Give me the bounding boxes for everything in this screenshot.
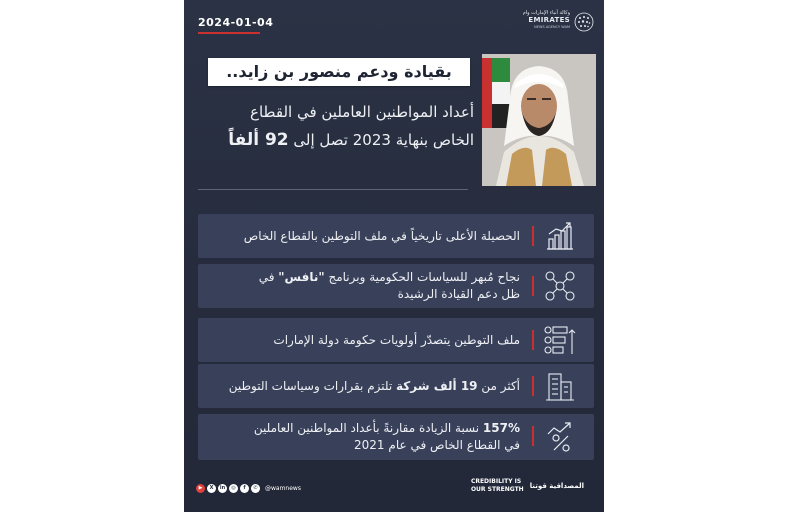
item-text: الحصيلة الأعلى تاريخياً في ملف التوطين بالقطاع الخاص <box>243 228 520 243</box>
wam-logo <box>522 8 594 38</box>
item-separator <box>532 226 534 246</box>
ranked-list-icon <box>544 324 576 356</box>
social-links <box>196 482 301 494</box>
headline-line-2: الخاص بنهاية 2023 تصل إلى 92 ألفاً <box>228 130 474 150</box>
item-separator <box>532 376 534 396</box>
headline-text <box>198 98 474 154</box>
logo-sub: NEWS AGENCY WAM <box>534 25 570 29</box>
item-separator <box>532 330 534 350</box>
headline-banner: بقيادة ودعم منصور بن زايد.. <box>208 58 470 86</box>
slogan-arabic: المصداقية قوتنا <box>529 482 584 490</box>
list-item: 157% نسبة الزيادة مقارنةً بأعداد المواطنين العاملين في القطاع الخاص في عام 2021 <box>198 414 594 460</box>
date-underline <box>198 32 260 34</box>
people-network-icon <box>544 270 576 302</box>
list-item: أكثر من 19 ألف شركة تلتزم بقرارات وسياسات التوطين <box>198 364 594 408</box>
headline-line-1: أعداد المواطنين العاملين في القطاع <box>250 103 474 121</box>
list-item <box>198 318 594 362</box>
x-icon[interactable]: X <box>207 484 216 493</box>
youtube-icon[interactable]: ▶ <box>196 484 205 493</box>
globe-icon <box>574 12 594 32</box>
social-handle[interactable]: @wamnews <box>265 484 301 492</box>
item-separator <box>532 426 534 446</box>
headline-divider <box>198 189 468 190</box>
bar-chart-icon <box>544 220 576 252</box>
linkedin-icon[interactable]: in <box>219 484 226 491</box>
item-text: ملف التوطين يتصدّر أولويات حكومة دولة الإمارات <box>273 332 520 347</box>
portrait-photo <box>482 54 596 186</box>
list-item <box>198 214 594 258</box>
buildings-icon <box>544 370 576 402</box>
infographic-poster <box>184 0 604 512</box>
publish-date: 2024-01-04 <box>198 16 274 29</box>
list-item: نجاح مُبهر للسياسات الحكومية وبرنامج "نافس" في ظل دعم القيادة الرشيدة <box>198 264 594 308</box>
headline-figure: 92 ألفاً <box>228 130 289 150</box>
footer-slogan: CREDIBILITY IS OUR STRENGTH المصداقية قوتنا <box>470 478 584 493</box>
whatsapp-icon[interactable]: ✆ <box>251 484 260 493</box>
logo-english: EMIRATES <box>528 16 570 24</box>
portrait-illustration <box>482 54 596 186</box>
instagram-icon[interactable]: ◎ <box>229 484 238 493</box>
percent-growth-icon <box>544 420 576 452</box>
facebook-icon[interactable]: f <box>240 484 249 493</box>
item-separator <box>532 276 534 296</box>
logo-arabic: وكالة أنباء الإمارات وام <box>522 10 570 16</box>
